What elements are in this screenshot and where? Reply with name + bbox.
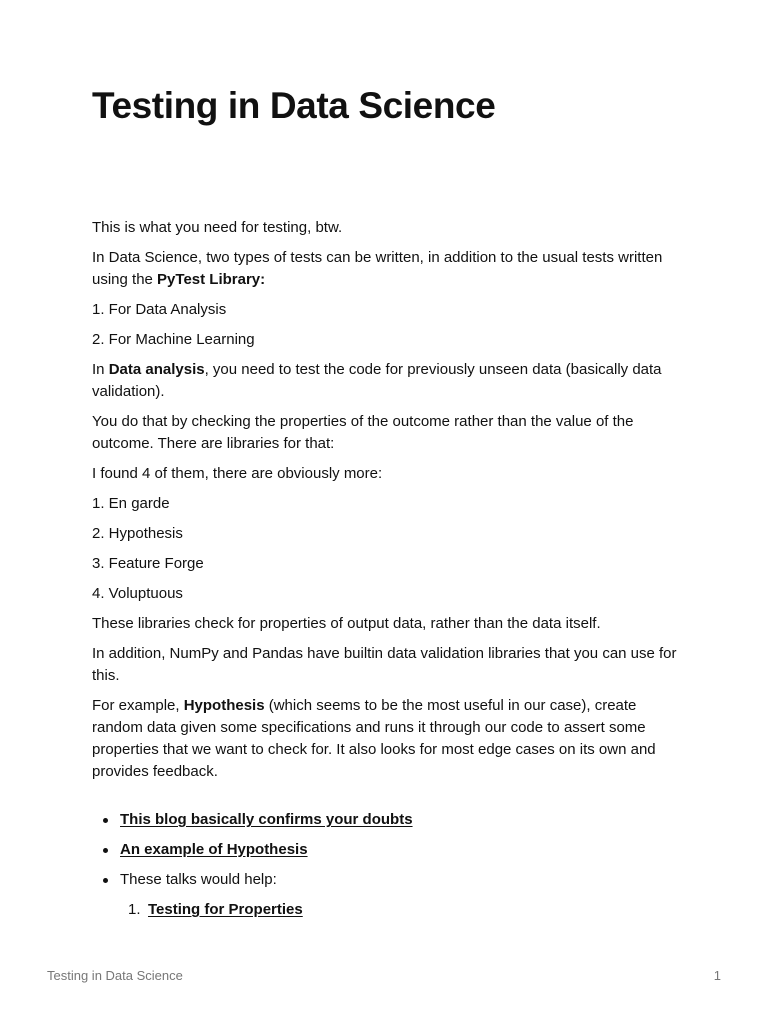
page-number: 1 — [713, 968, 721, 983]
list-item — [92, 869, 682, 921]
sublist-item — [120, 899, 682, 921]
bold-text: Data analysis — [108, 361, 205, 378]
paragraph — [92, 411, 682, 455]
text-run: For example, — [92, 697, 184, 714]
text-run: These libraries check for properties of output data, rather than the data itself. — [92, 615, 601, 632]
bullet-icon — [103, 848, 108, 853]
paragraph — [92, 493, 682, 515]
text-run: 3. Feature Forge — [92, 555, 204, 572]
text-run: I found 4 of them, there are obviously more: — [92, 465, 383, 482]
text-run: In — [92, 361, 109, 378]
bullet-icon — [103, 818, 108, 823]
paragraph — [92, 695, 682, 783]
text-run: In Data Science, two types of tests can be written, in addition to the usual tests written using the — [92, 249, 663, 288]
blog-link[interactable]: This blog basically confirms your doubts — [120, 811, 413, 828]
text-run: 1. For Data Analysis — [92, 301, 227, 318]
hypothesis-example-link[interactable]: An example of Hypothesis — [120, 841, 308, 858]
page-title: Testing in Data Science — [92, 85, 496, 126]
paragraph — [92, 463, 682, 485]
paragraph — [92, 247, 682, 291]
paragraph — [92, 329, 682, 351]
text-run: 2. Hypothesis — [92, 525, 183, 542]
text-run: 1. En garde — [92, 495, 170, 512]
paragraph — [92, 299, 682, 321]
talks-label: These talks would help: — [120, 871, 277, 888]
text-run: 2. For Machine Learning — [92, 331, 255, 348]
document-body — [92, 217, 682, 791]
text-run: 4. Voluptuous — [92, 585, 183, 602]
paragraph — [92, 359, 682, 403]
text-run: This is what you need for testing, btw. — [92, 219, 343, 236]
bold-text: Hypothesis — [183, 697, 265, 714]
text-run: In addition, NumPy and Pandas have builtin data validation libraries that you can use for this. — [92, 645, 677, 684]
paragraph — [92, 583, 682, 605]
text-run: You do that by checking the properties of the outcome rather than the value of the outcome. There are libraries for that: — [92, 413, 634, 452]
sublist-number: 1. — [128, 901, 141, 918]
bullet-icon — [103, 878, 108, 883]
bold-text: PyTest Library: — [157, 271, 266, 288]
paragraph — [92, 553, 682, 575]
text-run: (which seems to be the most useful in our case), create random data given some specifications and runs it through our code to assert some properties that we want to check for. It also looks for most edge cases on its own and provides feedback. — [92, 697, 656, 780]
talks-sublist — [120, 899, 682, 921]
paragraph — [92, 613, 682, 635]
text-run: , you need to test the code for previously unseen data (basically data validation). — [92, 361, 662, 400]
paragraph — [92, 523, 682, 545]
paragraph — [92, 643, 682, 687]
list-item — [92, 809, 682, 831]
footer-title: Testing in Data Science — [47, 968, 183, 983]
testing-properties-link[interactable]: Testing for Properties — [148, 901, 303, 918]
list-item — [92, 839, 682, 861]
paragraph — [92, 217, 682, 239]
resource-list — [92, 809, 682, 929]
